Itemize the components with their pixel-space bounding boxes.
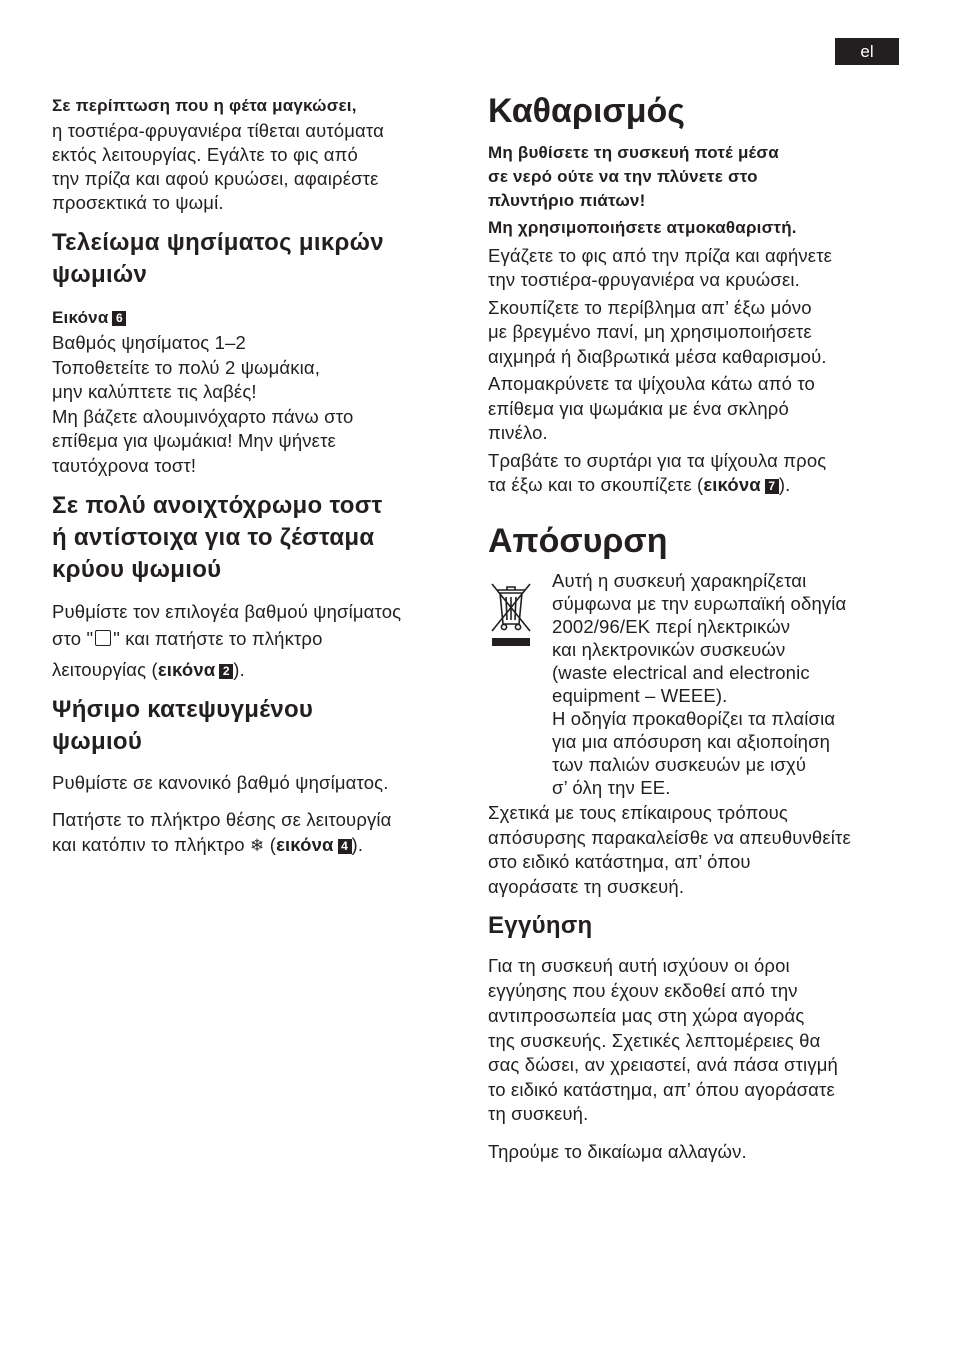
rights-reserved-note: Τηρούμε το δικαίωμα αλλαγών. <box>488 1141 747 1162</box>
cleaning-line: πινέλο. <box>488 422 548 443</box>
cleaning-warning: Μη βυθίσετε τη συσκευή ποτέ μέσα <box>488 143 779 162</box>
frozen-line: Ρυθμίστε σε κανονικό βαθμό ψησίματος. <box>52 772 389 793</box>
small-bread-line: Τοποθετείτε το πολύ 2 ψωμάκια, <box>52 357 321 378</box>
intro-line: εκτός λειτουργίας. Εγάλτε το φις από <box>52 144 358 165</box>
light-line-text: " και πατήστε το πλήκτρο <box>113 628 323 649</box>
cleaning-warning: Μη χρησιμοποιήσετε ατμοκαθαριστή. <box>488 218 797 237</box>
heading-frozen-bread: Ψήσιμο κατεψυγμένου <box>52 696 314 723</box>
weee-line: (waste electrical and electronic <box>552 662 810 683</box>
heading-cleaning: Καθαρισμός <box>488 92 685 130</box>
heading-small-bread: Τελείωμα ψησίματος μικρών <box>52 229 384 256</box>
small-bread-line: ταυτόχρονα τοστ! <box>52 455 197 476</box>
cleaning-line: Σκουπίζετε το περίβλημα απ’ έξω μόνο <box>488 297 812 318</box>
cleaning-line: με βρεγμένο πανί, μη χρησιμοποιήσετε <box>488 321 812 342</box>
figure-number-badge: 7 <box>765 479 779 494</box>
frozen-line <box>52 833 363 858</box>
weee-line: και ηλεκτρονικών συσκευών <box>552 639 786 660</box>
disposal-line: απόσυρσης παρακαλείσθε να απευθυνθείτε <box>488 827 851 848</box>
cleaning-line: Απομακρύνετε τα ψίχουλα κάτω από το <box>488 373 815 394</box>
cleaning-line: Τραβάτε το συρτάρι για τα ψίχουλα προς <box>488 450 827 471</box>
cleaning-line: Εγάζετε το φις από την πρίζα και αφήνετε <box>488 245 833 266</box>
heading-frozen-bread: ψωμιού <box>52 728 143 755</box>
warranty-line: Για τη συσκευή αυτή ισχύουν οι όροι <box>488 955 790 976</box>
small-bread-line: μην καλύπτετε τις λαβές! <box>52 381 257 402</box>
figure-ref-6 <box>52 306 126 330</box>
weee-line: 2002/96/ΕΚ περί ηλεκτρικών <box>552 616 791 637</box>
heading-light-toast: Σε πολύ ανοιχτόχρωμο τοστ <box>52 492 383 519</box>
disposal-line: αγοράσατε τη συσκευή. <box>488 876 685 897</box>
snowflake-icon: ❄ <box>250 836 265 855</box>
frozen-line-text: ( <box>264 834 277 855</box>
jam-warning-bold: Σε περίπτωση που η φέτα μαγκώσει, <box>52 96 357 115</box>
warranty-line: εγγύησης που έχουν εκδοθεί από την <box>488 980 798 1001</box>
warranty-line: το ειδικό κατάστημα, απ’ όπου αγοράσατε <box>488 1079 835 1100</box>
warranty-line: της συσκευής. Σχετικές λεπτομέρειες θα <box>488 1030 821 1051</box>
weee-line: για μια απόσυρση και αξιοποίηση <box>552 731 831 752</box>
light-toast-line <box>52 658 245 682</box>
intro-line: η τοστιέρα-φρυγανιέρα τίθεται αυτόματα <box>52 120 384 141</box>
weee-line: Η οδηγία προκαθορίζει τα πλαίσια <box>552 708 836 729</box>
small-bread-line: επίθεμα για ψωμάκια! Μην ψήνετε <box>52 430 336 451</box>
cleaning-line <box>488 473 790 497</box>
cleaning-warning: σε νερό ούτε να την πλύνετε στο <box>488 167 758 186</box>
cleaning-line: επίθεμα για ψωμάκια με ένα σκληρό <box>488 398 789 419</box>
disposal-line: στο ειδικό κατάστημα, απ’ όπου <box>488 851 751 872</box>
heading-light-toast: κρύου ψωμιού <box>52 556 222 583</box>
light-toast-line: Ρυθμίστε τον επιλογέα βαθμού ψησίματος <box>52 601 402 622</box>
weee-line: σύμφωνα με την ευρωπαϊκή οδηγία <box>552 593 847 614</box>
weee-line: equipment – WEEE). <box>552 685 728 706</box>
cleaning-warning: πλυντήριο πιάτων! <box>488 191 646 210</box>
light-line-text: λειτουργίας ( <box>52 659 158 680</box>
intro-line: προσεκτικά το ψωμί. <box>52 192 224 213</box>
language-badge: el <box>835 38 899 65</box>
weee-line: των παλιών συσκευών με ισχύ <box>552 754 807 775</box>
light-toast-line <box>52 627 323 651</box>
cleaning-line-text: τα έξω και το σκουπίζετε ( <box>488 474 704 495</box>
weee-crossed-bin-icon <box>489 580 533 646</box>
frozen-line-text: και κατόπιν το πλήκτρο <box>52 834 245 855</box>
light-line-text: ). <box>233 659 245 680</box>
weee-line: σ’ όλη την ΕΕ. <box>552 777 671 798</box>
disposal-line: Σχετικά με τους επίκαιρους τρόπους <box>488 802 788 823</box>
heading-warranty: Εγγύηση <box>488 912 593 939</box>
cleaning-line: την τοστιέρα-φρυγανιέρα να κρυώσει. <box>488 269 800 290</box>
small-bread-line: Μη βάζετε αλουμινόχαρτο πάνω στο <box>52 406 354 427</box>
weee-line: Αυτή η συσκευή χαρακηρίζεται <box>552 570 807 591</box>
figure-label: Εικόνα <box>52 308 109 327</box>
figure-word: εικόνα <box>703 474 761 495</box>
figure-word: εικόνα <box>276 834 334 855</box>
intro-line: την πρίζα και αφού κρυώσει, αφαιρέστε <box>52 168 379 189</box>
light-toast-setting-icon <box>95 630 111 646</box>
cleaning-line-text: ). <box>778 474 791 495</box>
warranty-line: αντιπροσωπεία μας στη χώρα αγοράς <box>488 1005 805 1026</box>
light-line-text: στο " <box>52 628 94 649</box>
heading-disposal: Απόσυρση <box>488 522 668 560</box>
figure-number-badge: 4 <box>338 839 352 854</box>
small-bread-line: Βαθμός ψησίματος 1–2 <box>52 332 246 353</box>
frozen-line: Πατήστε το πλήκτρο θέσης σε λειτουργία <box>52 809 392 830</box>
heading-small-bread: ψωμιών <box>52 261 148 288</box>
heading-light-toast: ή αντίστοιχα για το ζέσταμα <box>52 524 375 551</box>
figure-number-badge: 2 <box>219 664 233 679</box>
cleaning-line: αιχμηρά ή διαβρωτικά μέσα καθαρισμού. <box>488 346 827 367</box>
warranty-line: τη συσκευή. <box>488 1103 589 1124</box>
figure-number-badge: 6 <box>112 311 126 326</box>
figure-word: εικόνα <box>157 659 216 680</box>
frozen-line-text: ). <box>351 834 364 855</box>
warranty-line: σας δώσει, αν χρειαστεί, ανά πάσα στιγμή <box>488 1054 838 1075</box>
